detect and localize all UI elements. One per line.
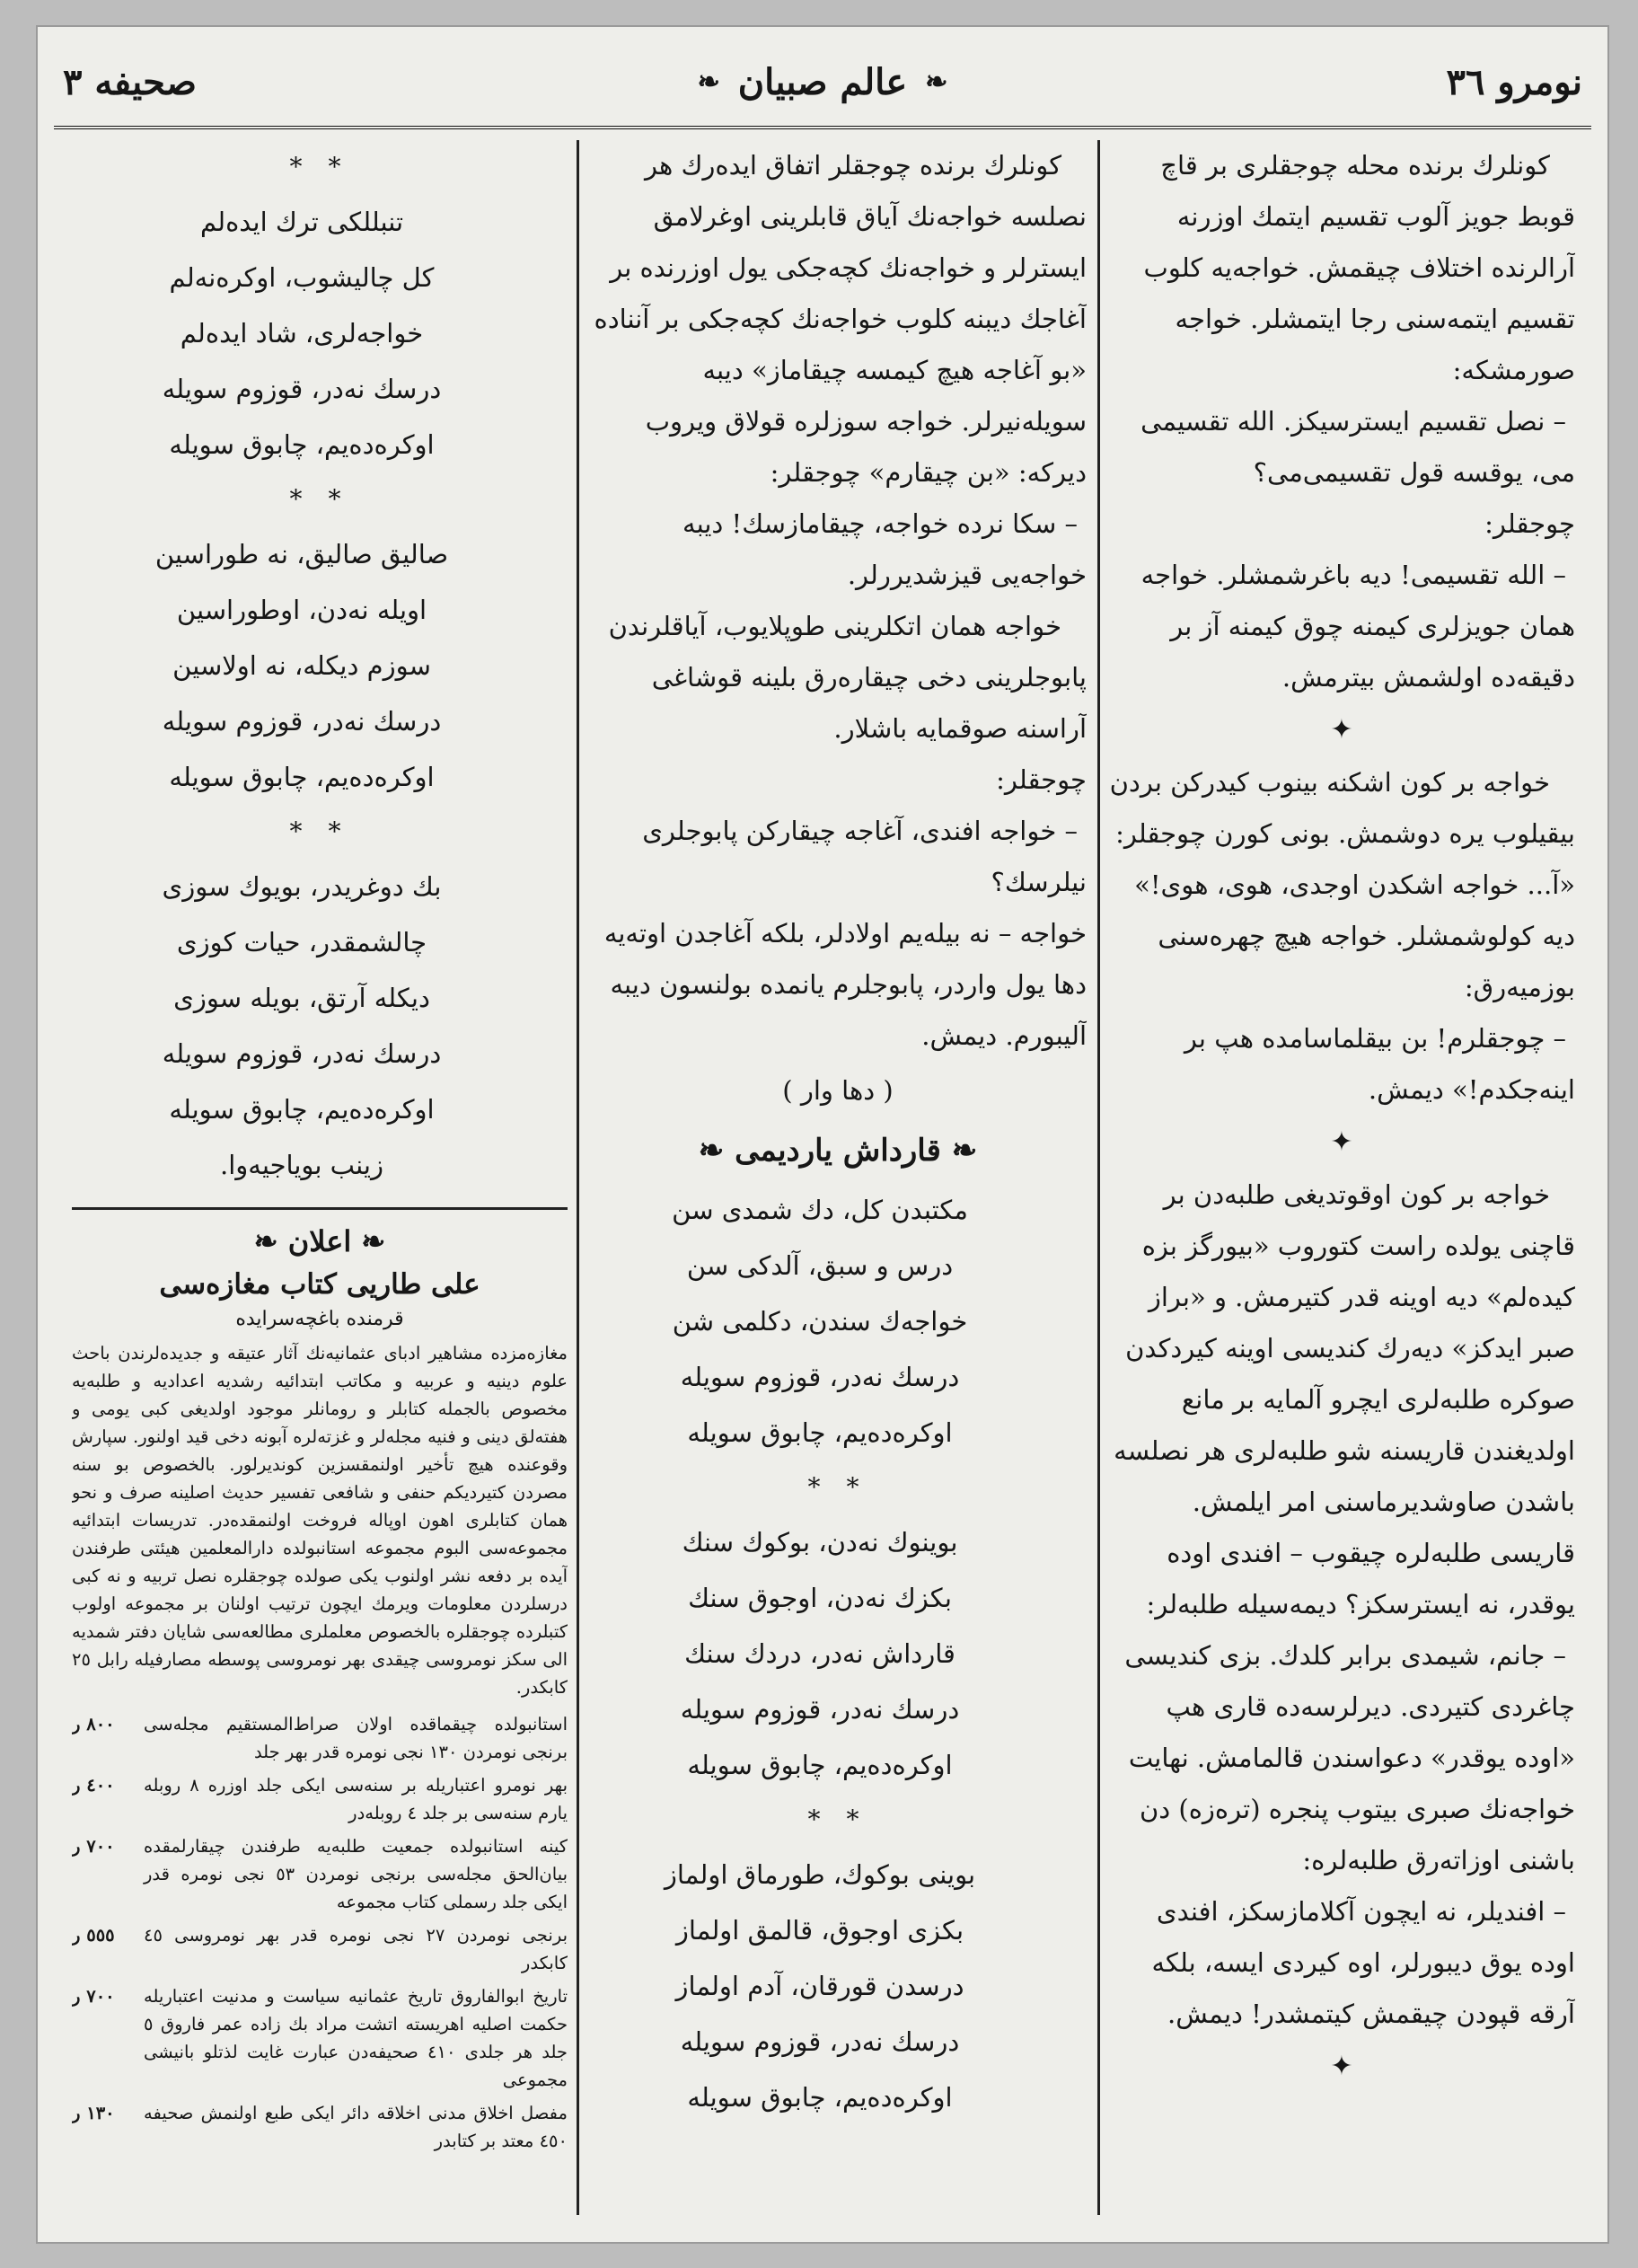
verse-line: اوكره‌ده‌يم، چابوق سويله (687, 1417, 953, 1448)
verse-line: اوكره‌ده‌يم، چابوق سويله (169, 762, 435, 792)
paragraph: كونلرك برنده محله چوجقلرى بر قاچ قوبط جويز آلوب تقسيم ايتمك اوزرنه آرالرنده اختلاف چيقمش. خواجه‌يه كلوب تقسيم ايتمه‌سنى رجا ايتمشلر. خواجه صورمشكه: (1143, 150, 1575, 385)
paragraph: – سكا نرده خواجه، چيقامازسك! ديبه خواجه‌يى قيزشديررلر. (682, 508, 1087, 590)
verse-line: درسك نه‌در، قوزوم سويله (680, 2026, 960, 2057)
column-right (1108, 140, 1575, 2224)
verse-line: بكزى اوجوق، قالمق اولماز (675, 1915, 964, 1946)
verse-line: بك دوغريدر، بويوك سوزى (162, 871, 442, 902)
verse-line: درس و سبق، آلدكى سن (686, 1250, 954, 1281)
stanza-separator: * * (807, 1472, 868, 1502)
paragraph: كونلرك برنده چوجقلر اتفاق ايده‌رك هر نصلسه خواجه‌نك آياق قابلرينى اوغرلامق ايسترلر و خواجه‌نك كچه‌جكى يول اوزرنده بر آغاجك ديبنه كلوب خواجه‌نك كچه‌جكى بر آنناده «بو آغاجه هيچ كيمسه چيقاماز» ديبه سويله‌نيرلر. خواجه سوزلره قولاق ويروب ديركه: «بن چيقارم» چوجقلر: (594, 150, 1087, 488)
paragraph: خواجه بر كون اوقوتديغى طلبه‌دن بر قاچنى يولده راست كتوروب «بيورگز بزه كيده‌لم» ديه اوينه قدر كتيرمش. و «براز صبر ايدكز» ديه‌رك كنديسى اوينه كيردكدن صوكره طلبه‌لرى ايچرو آلمايه بر مانع اولديغندن قاريسنه شو طلبه‌لرى هر نصلسه باشدن صاوشديرماسنى امر ايلمش. قاريسى طلبه‌لره چيقوب – افندى اوده يوقدر، نه ايسترسكز؟ ديمه‌سيله طلبه‌لر: (1114, 1179, 1575, 1619)
ad-item-desc: استانبولده چيقماقده اولان صراط‌المستقيم مجله‌سى برنجى نومردن ١٣٠ نجى نومره قدر بهر جلد (144, 1714, 568, 1762)
paragraph: – افنديلر، نه ايچون آكلامازسكز، افندى اوده يوق ديبورلر، اوه كيردى ايسه، بلكه آرقه قپودن چيقمش كيتمشدر! ديمش. (1151, 1896, 1575, 2029)
ad-subtitle: قرمنده باغچه‌سرايده (235, 1308, 404, 1330)
poem-stanza (72, 859, 568, 1193)
paragraph: خواجه بر كون اشكنه بينوب كيدركن بردن بيقيلوب يره دوشمش. بونى كورن چوجقلر: «آ... خواجه اشكدن اوجدى، هوى، هوى!» ديه كولوشمشلر. خواجه هيچ چهره‌سنى بوزميه‌رق: (1109, 767, 1575, 1002)
ad-price-list (72, 1710, 568, 2155)
ad-item-price: ٥٥٥ ر (72, 1925, 115, 1946)
verse-line: اوكره‌ده‌يم، چابوق سويله (687, 2082, 953, 2113)
ad-body: مغازەمزده مشاهير ادباى عثمانيه‌نك آثار عتيقه و جديده‌لرندن باحث علوم دينيه و عربيه و مكاتب ابتدائيه رشديه اعداديه و طلبه‌يه مخصوص بالجمله كتابلر و رومانلر موجود اولديغى كبى يومى و هفته‌لق دينى و فنيه مجله‌لر و غزته‌لره آبونه دخى قيد اولنور. سپارش وقوعنده هيچ تأخير اولنمقسزين كونديرلور. بالخصوص بو سنه مصردن كتيرديكم حنفى و شافعى تفسير حديث اصلينه صرف و نحو همان كتابلرى اهون اوپاله فروخت اولنمقده‌در. تدريسات ابتدائيه مجموعه‌سى البوم مجموعه استانبولده دارالمعلمين هيئتى طرفندن آيده بر دفعه نشر اولنوب يكى صولده چوجقلره نصل تربيه و نه كبى درسلردن معلومات ويرمك ايچون ترتيب اولنان بر مجموعه اولوب كتبلرده چوجقلره بالخصوص معلملرى مطالعه‌سى شايان دفتر شمديه الى سكز نومروسى چيقدى بهر نومروسى پوسطه مصارفيله رابل ٢٥ كابكدر. (72, 1343, 568, 1698)
ad-shop-name: على طاريى كتاب مغازه‌سى (159, 1268, 480, 1301)
paragraph: خواجه همان اتكلرينى طوپلايوب، آياقلرندن پابوجلرينى دخى چيقاره‌رق بلينه قوشاغى آراسنه صوقمايه باشلار. (608, 611, 1087, 744)
poem-stanza (589, 1847, 1087, 2125)
ad-item-desc: برنجى نومردن ٢٧ نجى نومره قدر بهر نومروسى ٤٥ كابكدر (144, 1925, 568, 1973)
paragraph: – جانم، شيمدى برابر كلدك. بزى كنديسى چاغردى كتيردى. ديرلرسه‌ده قارى هپ «اوده يوقدر» دعواسندن قالمامش. نهايت خواجه‌نك صبرى بيتوب پنجره (ترەزه) دن باشنى اوزاته‌رق طلبه‌لره: (1124, 1640, 1575, 1875)
page-number: صحيفه ٣ (63, 61, 197, 103)
paragraph: – الله تقسيمى! ديه باغرشمشلر. خواجه همان جويزلرى كيمنه چوق كيمنه آز بر دقيقه‌ده اولشمش بيترمش. (1140, 560, 1575, 693)
verse-line: مكتبدن كل، دك شمدى سن (672, 1195, 968, 1225)
verse-line: درسك نه‌در، قوزوم سويله (162, 1038, 442, 1069)
verse-line: خواجه‌ك سندن، دكلمى شن (672, 1306, 968, 1337)
verse-line: بوينى بوكوك، طورماق اولماز (664, 1859, 976, 1890)
ad-top-rule (72, 1207, 568, 1210)
paragraph: – نصل تقسيم ايسترسيكز. الله تقسيمى مى، يوقسه قول تقسيمى‌مى؟ (1140, 406, 1575, 488)
verse-line: بوينوك نه‌دن، بوكوك سنك (682, 1527, 958, 1558)
diamond-divider-icon: ✦ (1330, 1126, 1353, 1158)
verse-line: ديكله آرتق، بويله سوزى (173, 983, 430, 1013)
diamond-divider-icon: ✦ (1330, 2051, 1353, 2082)
ad-price-item (72, 1832, 568, 1916)
stanza-separator: * * (289, 484, 350, 514)
ad-item-price: ٧٠٠ ر (72, 1986, 115, 2007)
ad-item-desc: تاريخ ابوالفاروق تاريخ عثمانيه سياست و مدنيت اعتباريله حكمت اصليه اهريسته اتشت مراد بك زاده عمر فاروق ٥ جلد هر جلدى ٤١٠ صحيفه‌دن عبارت غايت لذتلو بانيشى مجموعى (144, 1986, 568, 2090)
column-divider (1097, 140, 1100, 2215)
stanza-separator: * * (289, 816, 350, 846)
ad-price-item (72, 2099, 568, 2155)
journal-title: عالم صبيان (737, 61, 908, 103)
verse-line: درسك نه‌در، قوزوم سويله (680, 1694, 960, 1725)
verse-line: اويله نه‌دن، اوطوراسين (176, 595, 427, 625)
ad-item-price: ٧٠٠ ر (72, 1836, 115, 1857)
verse-line: تنبللكى ترك ايده‌لم (199, 207, 404, 237)
verse-line: درسدن قورقان، آدم اولماز (675, 1971, 964, 2001)
ad-heading: ❧ اعلان ❧ (253, 1224, 386, 1258)
verse-line: اوكره‌ده‌يم، چابوق سويله (687, 1750, 953, 1780)
poem-stanza (589, 1514, 1087, 1793)
ad-item-desc: كينه استانبولده جمعيت طلبه‌يه طرفندن چيقارلمقده بيان‌الحق مجله‌سى برنجى نومردن ٥٣ نجى نومره قدر ايكى جلد رسملى كتاب مجموعه (144, 1836, 568, 1912)
column-left (72, 140, 568, 2224)
issue-number: نومرو ٣٦ (1446, 61, 1582, 103)
stanza-separator: * * (289, 152, 350, 181)
verse-line: خواجه‌لرى، شاد ايده‌لم (180, 318, 424, 349)
ornament-icon: ❧ (697, 66, 720, 98)
paragraph: خواجه – نه بيله‌يم اولادلر، بلكه آغاجدن اوته‌يه دها يول واردر، پابوجلرم يانمده بولنسون ديبه آليبورم. ديمش. (603, 918, 1087, 1051)
paragraph: چوجقلر: (1484, 508, 1575, 539)
newspaper-page (36, 25, 1609, 2244)
masthead (571, 61, 1074, 103)
verse-line: درسك نه‌در، قوزوم سويله (162, 706, 442, 737)
verse-line: قارداش نه‌در، دردك سنك (684, 1638, 956, 1669)
continued-note: ( دها وار ) (782, 1075, 894, 1106)
verse-line: درسك نه‌در، قوزوم سويله (680, 1362, 960, 1392)
ad-item-price: ٨٠٠ ر (72, 1714, 115, 1734)
ad-item-desc: بهر نومرو اعتباريله بر سنه‌سى ايكى جلد اوزره ٨ روبله يارم سنه‌سى بر جلد ٤ روبله‌در (144, 1775, 568, 1823)
header-rule (54, 126, 1591, 129)
poem-stanza (72, 526, 568, 805)
ad-item-price: ٤٠٠ ر (72, 1775, 115, 1796)
verse-line: بكزك نه‌دن، اوجوق سنك (688, 1583, 952, 1613)
paragraph: چوجقلر: (996, 764, 1087, 795)
diamond-divider-icon: ✦ (1330, 714, 1353, 746)
page-header (54, 47, 1591, 129)
stanza-separator: * * (807, 1805, 868, 1834)
poem-stanza (72, 194, 568, 472)
paragraph: – خواجه افندى، آغاجه چيقاركن پابوجلرى نيلرسك؟ (642, 816, 1087, 897)
verse-line: سوزم ديكله، نه اولاسين (172, 650, 431, 681)
poem-title: ❧ قارداش يارديمى ❧ (698, 1133, 978, 1169)
verse-line: درسك نه‌در، قوزوم سويله (162, 374, 442, 404)
verse-line: چالشمقدر، حيات كوزى (176, 927, 427, 958)
ad-price-item (72, 1982, 568, 2094)
ornament-icon: ❧ (925, 66, 948, 98)
verse-line: اوكره‌ده‌يم، چابوق سويله (169, 1094, 435, 1125)
poem-stanza (589, 1182, 1087, 1461)
column-middle (589, 140, 1087, 2224)
verse-line: اوكره‌ده‌يم، چابوق سويله (169, 429, 435, 460)
paragraph: – چوجقلرم! بن بيقلماسامده هپ بر اينه‌جكدم!» ديمش. (1184, 1023, 1575, 1105)
ad-item-desc: مفصل اخلاق مدنى اخلاقه دائر ايكى طبع اولنمش صحيفه ٤٥٠ معتد بر كتابدر (144, 2103, 568, 2151)
verse-line: كل چاليشوب، اوكره‌نه‌لم (169, 262, 435, 293)
ad-price-item (72, 1710, 568, 1766)
ad-price-item (72, 1921, 568, 1977)
poem-signature: زينب بوياجيه‌وا. (220, 1150, 383, 1180)
ad-price-item (72, 1771, 568, 1827)
column-divider (577, 140, 579, 2215)
ad-item-price: ١٣٠ ر (72, 2103, 115, 2123)
verse-line: صاليق صاليق، نه طوراسين (154, 539, 449, 569)
